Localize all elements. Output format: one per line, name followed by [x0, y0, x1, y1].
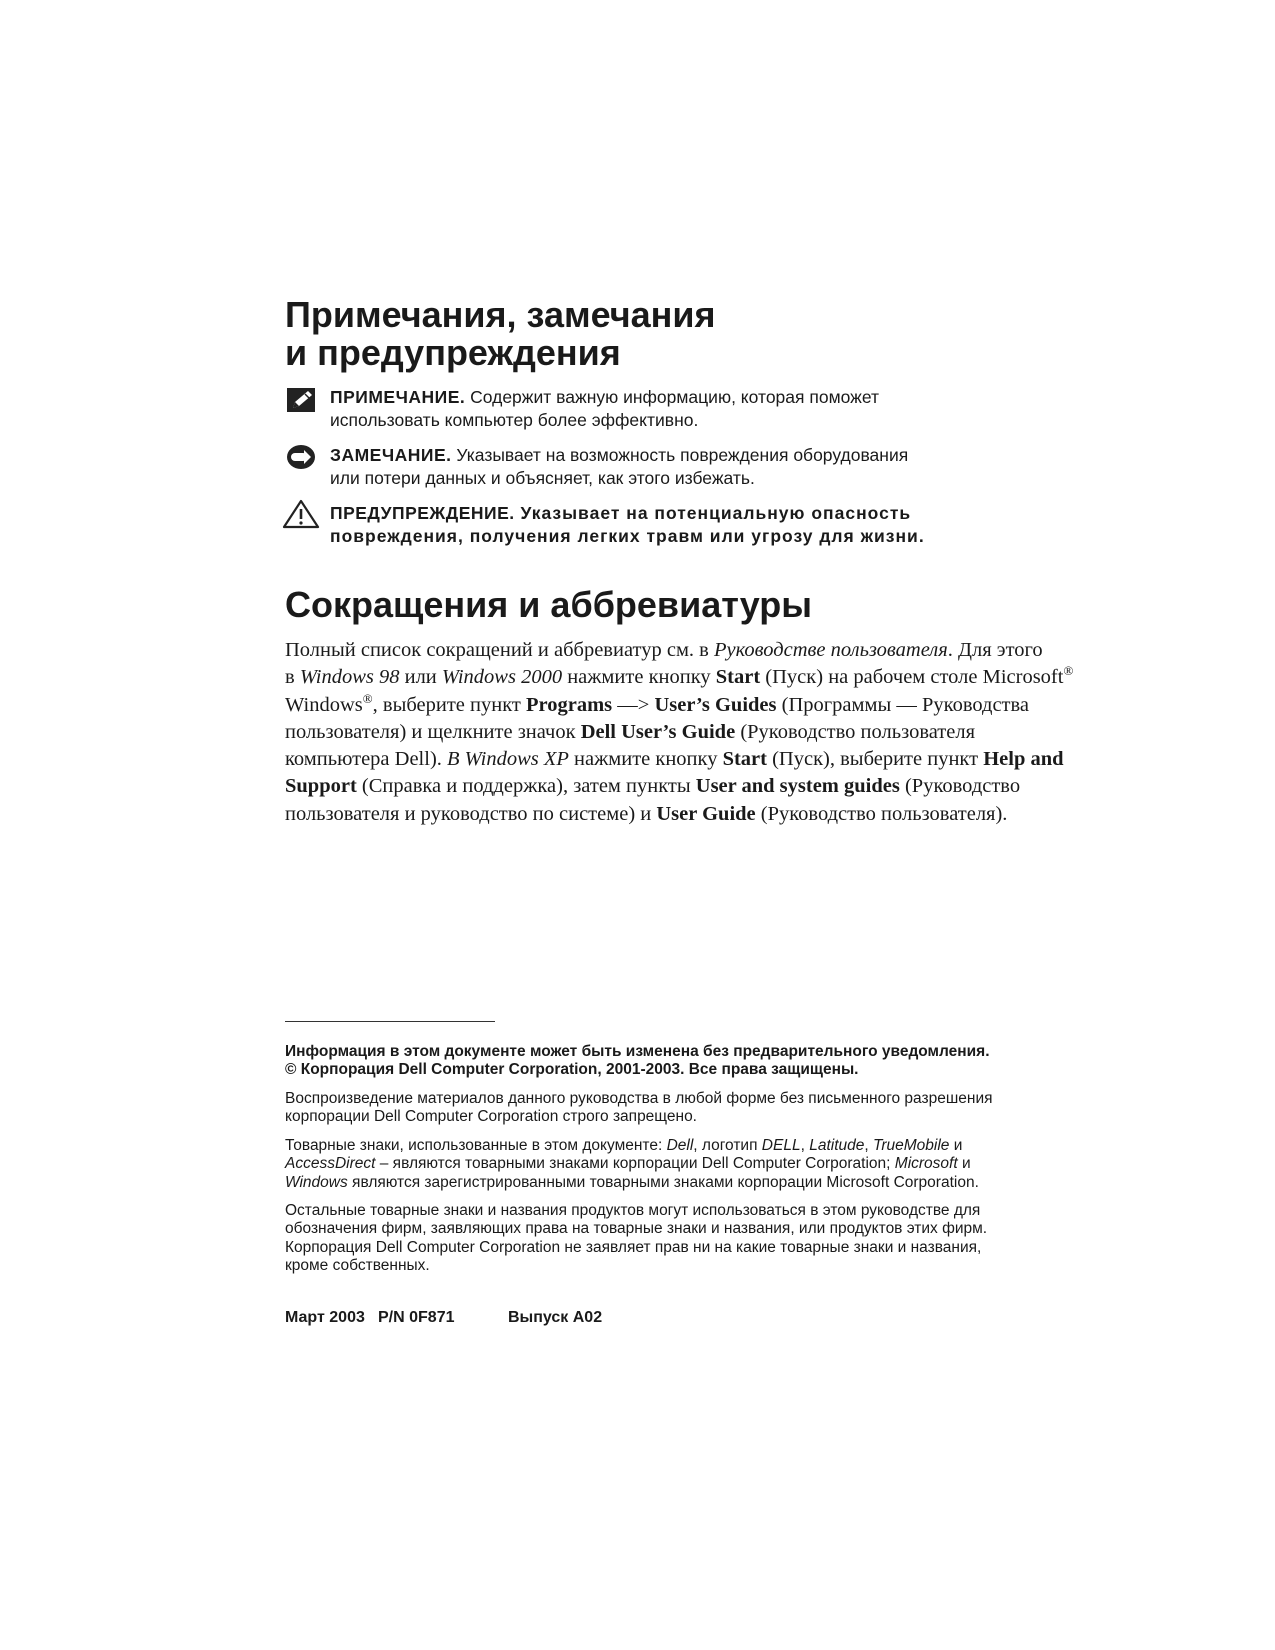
text-run: в	[285, 666, 300, 689]
text-run: ,	[800, 1137, 810, 1154]
user-guide-bold: User Guide	[656, 802, 756, 825]
text-run: – являются товарными знаками корпорации Dell Computer Corporation;	[375, 1155, 895, 1173]
info-line-1: Информация в этом документе может быть изменена без предварительного уведомления.	[285, 1043, 990, 1060]
text-run: . Для этого	[947, 639, 1043, 661]
trademarks-notice	[285, 1137, 1065, 1192]
text-run: , логотип	[693, 1137, 762, 1154]
text-run: Полный список сокращений и аббревиатур см. в	[285, 639, 714, 661]
text-run: пользователя и руководство по системе) и	[285, 802, 657, 825]
warning-label: ПРЕДУПРЕЖДЕНИЕ.	[330, 503, 515, 523]
footer-part-number: P/N 0F871	[378, 1309, 455, 1326]
abbreviations-paragraph	[285, 637, 1085, 828]
other-line-3: Корпорация Dell Computer Corporation не заявляет прав ни на какие товарные знаки и названия,	[285, 1238, 982, 1256]
notice-text-line-1: Указывает на возможность повреждения оборудования	[451, 445, 909, 465]
text-run: нажмите кнопку	[568, 748, 723, 771]
microsoft-italic: Microsoft	[894, 1155, 958, 1173]
text-run: (Руководство пользователя	[735, 720, 976, 743]
note-label: ПРИМЕЧАНИЕ.	[330, 387, 466, 407]
text-run: ,	[864, 1137, 873, 1154]
windows-italic: Windows	[285, 1173, 348, 1191]
user-and-system-guides-bold: User and system guides	[695, 775, 900, 798]
note-text-line-1: Содержит важную информацию, которая поможет	[465, 387, 880, 407]
info-notice	[285, 1043, 1065, 1080]
users-guides-bold: User’s Guides	[654, 693, 777, 716]
other-trademarks-notice	[285, 1202, 1065, 1275]
notice-text-line-2: или потери данных и объясняет, как этого избежать.	[330, 468, 755, 488]
dell-logo-italic: DELL	[761, 1137, 801, 1154]
start-bold: Start	[722, 748, 767, 771]
help-and-bold: Help and	[983, 748, 1064, 771]
warning-text-line-2: повреждения, получения легких травм или угрозу для жизни.	[330, 526, 925, 546]
text-run: (Программы — Руководства	[776, 693, 1030, 716]
footnote-divider	[285, 1021, 495, 1022]
start-bold: Start	[715, 666, 761, 689]
accessdirect-italic: AccessDirect	[285, 1155, 376, 1173]
warning-block	[285, 502, 985, 548]
support-bold: Support	[285, 775, 357, 798]
text-run: нажмите кнопку	[562, 666, 716, 689]
text-run: Товарные знаки, использованные в этом документе:	[285, 1137, 667, 1154]
users-guide-italic: Руководстве пользователя	[713, 639, 948, 661]
dell-italic: Dell	[666, 1137, 694, 1154]
text-run: , выберите пункт	[372, 693, 526, 716]
repro-line-2: корпорации Dell Computer Corporation строго запрещено.	[285, 1108, 697, 1126]
text-run: (Справка и поддержка), затем пункты	[356, 775, 696, 798]
document-footer	[285, 1309, 602, 1327]
windows-98-italic: Windows 98	[299, 666, 400, 689]
text-run: (Руководство	[899, 775, 1021, 798]
text-run: —>	[612, 693, 655, 716]
programs-bold: Programs	[526, 693, 613, 716]
title-line-1: Примечания, замечания	[285, 294, 716, 335]
pencil-note-icon	[285, 386, 317, 414]
windows-2000-italic: Windows 2000	[441, 666, 563, 689]
warning-triangle-icon	[282, 499, 320, 529]
footer-date: Март 2003	[285, 1309, 365, 1326]
note-text-line-2: использовать компьютер более эффективно.	[330, 410, 699, 430]
section-title-notes	[285, 296, 716, 372]
text-run: (Пуск) на рабочем столе Microsoft	[760, 666, 1064, 689]
registered-mark: ®	[362, 690, 373, 706]
title-line-2: и предупреждения	[285, 332, 621, 373]
reproduction-notice	[285, 1090, 1065, 1127]
other-line-2: обозначения фирм, заявляющих права на товарные знаки и названия, или продуктов этих фирм.	[285, 1220, 988, 1238]
note-block	[285, 386, 985, 432]
truemobile-italic: TrueMobile	[873, 1137, 950, 1154]
other-line-4: кроме собственных.	[285, 1256, 430, 1274]
text-run: (Руководство пользователя).	[755, 802, 1008, 825]
copyright-line: © Корпорация Dell Computer Corporation, 2001-2003. Все права защищены.	[285, 1061, 859, 1079]
latitude-italic: Latitude	[809, 1137, 865, 1154]
section-title-abbreviations: Сокращения и аббревиатуры	[285, 584, 813, 625]
warning-text-line-1: Указывает на потенциальную опасность	[514, 503, 912, 523]
text-run: пользователя) и щелкните значок	[285, 720, 581, 743]
other-line-1: Остальные товарные знаки и названия продуктов могут использоваться в этом руководстве для	[285, 1202, 981, 1219]
text-run: являются зарегистрированными товарными знаками корпорации Microsoft Corporation.	[347, 1173, 979, 1191]
text-run: (Пуск), выберите пункт	[766, 748, 984, 771]
text-run: Windows	[285, 693, 363, 716]
windows-xp-italic: В Windows XP	[447, 748, 569, 771]
text-run: компьютера Dell).	[285, 748, 448, 771]
footer-issue: Выпуск A02	[508, 1309, 603, 1326]
repro-line-1: Воспроизведение материалов данного руководства в любой форме без письменного разрешения	[285, 1090, 993, 1107]
text-run: и	[949, 1137, 963, 1154]
registered-mark: ®	[1063, 663, 1074, 679]
dell-users-guide-bold: Dell User’s Guide	[580, 720, 736, 743]
text-run: и	[957, 1155, 971, 1173]
notice-label: ЗАМЕЧАНИЕ.	[330, 445, 452, 465]
notice-block	[285, 444, 985, 490]
hand-stop-icon	[285, 444, 317, 472]
text-run: или	[399, 666, 442, 689]
